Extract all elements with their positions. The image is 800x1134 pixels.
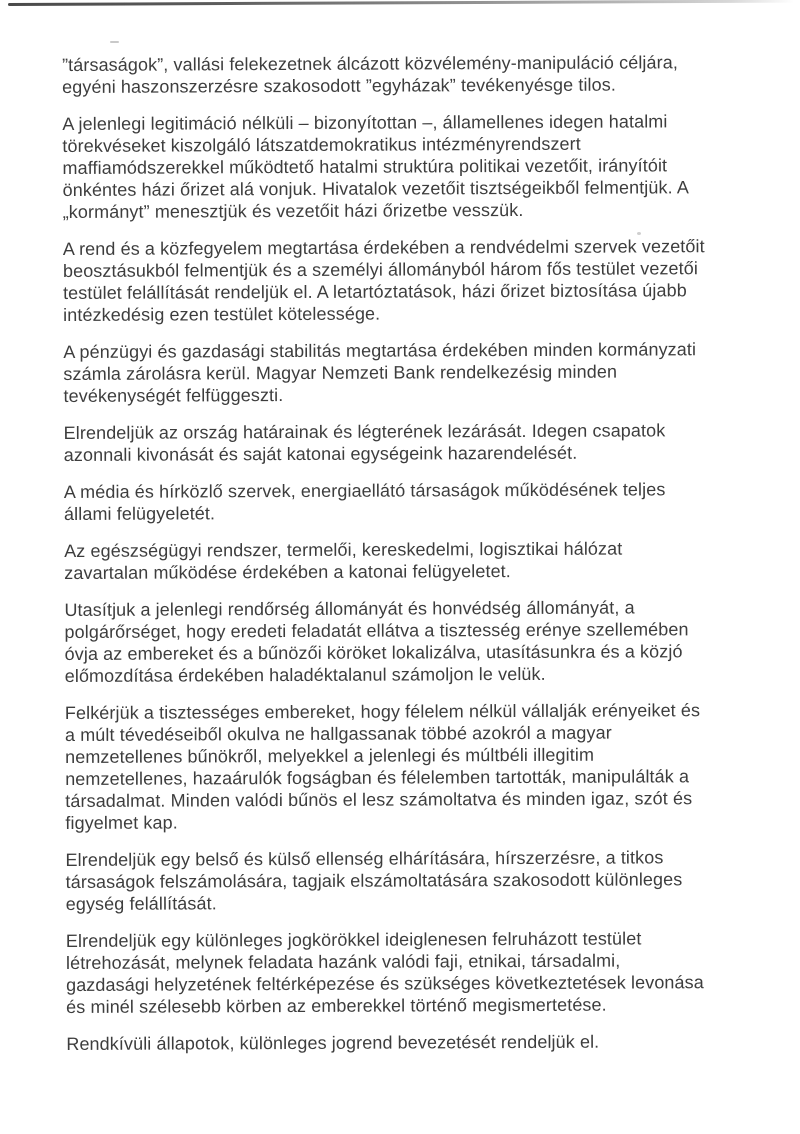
paragraph-8: Utasítjuk a jelenlegi rendőrség állományát és honvédség állományát, a polgárőrséget, hogy eredeti feladatát ellátva a tisztesség erénye szellemében óvja az embereket és a bűnözői köröket lokalizálva, utasításunkra és a közjó előmozdítása érdekében haladéktalanul számoljon le velük. [64, 597, 689, 686]
scan-edge-artifact [8, 0, 794, 6]
paragraph-1: ”társaságok”, vallási felekezetnek álcázott közvélemény-manipuláció céljára, egyéni haszonszerzésre szakosodott ”egyházak” tevékenyésge tilos. [62, 52, 678, 97]
document-body [62, 51, 778, 1070]
paragraph-11: Elrendeljük egy különleges jogkörökkel ideiglenesen felruházott testület létrehozását, melynek feladata hazánk valódi faji, etnikai, társadalmi, gazdasági helyzetének feltérképezése és szükséges következtetések levonása és minél szélesebb körben az emberekkel történő megismertetése. [65, 928, 704, 1017]
paragraph-10: Elrendeljük egy belső és külső ellenség elhárítására, hírszerzésre, a titkos társaságok felszámolására, tagjaik elszámoltatására szakosodott különleges egység felállítását. [65, 847, 683, 914]
paragraph-3: A rend és a közfegyelem megtartása érdekében a rendvédelmi szervek vezetőit beosztásukból felmentjük és a személyi állományból három fős testület vezetői testület felállítását rendeljük el. A letartóztatások, házi őrizet biztosítása újabb intézkedésig ezen testület kötelessége. [62, 236, 705, 325]
paragraph-4: A pénzügyi és gazdasági stabilitás megtartása érdekében minden kormányzati számla zárolásra kerül. Magyar Nemzeti Bank rendelkezésig minden tevékenységét felfüggeszti. [63, 339, 697, 406]
scan-speck [110, 41, 119, 43]
paragraph-12: Rendkívüli állapotok, különleges jogrend bevezetését rendeljük el. [66, 1031, 600, 1054]
paragraph-6: A média és hírközlő szervek, energiaellátó társaságok működésének teljes állami felügyeletét. [63, 479, 666, 524]
paragraph-7: Az egészségügyi rendszer, termelői, kereskedelmi, logisztikai hálózat zavartalan működése érdekében a katonai felügyeletet. [64, 538, 623, 583]
paragraph-2: A jelenlegi legitimáció nélküli – bizonyítottan –, államellenes idegen hatalmi törekvéseket kiszolgáló látszatdemokratikus intézményrendszert maffiamódszerekkel működtető hatalmi struktúra politikai vezetőit, irányítóit önkéntes házi őrizet alá vonjuk. Hivatalok vezetőit tisztségeikből felmentjük. A „kormányt” menesztjük és vezetőit házi őrizetbe vesszük. [62, 111, 689, 222]
paragraph-9: Felkérjük a tisztességes embereket, hogy félelem nélkül vállalják erényeiket és a múlt tévedéseiből okulva ne hallgassanak többé azokról a magyar nemzetellenes bűnökről, melyekkel a jelenlegi és múltbéli illegitim nemzetellenes, hazaárulók fogságban és félelemben tartották, manipulálták a társadalmat. Minden valódi bűnös el lesz számoltatva és minden igaz, szót és figyelmet kap. [64, 700, 701, 833]
paragraph-5: Elrendeljük az ország határainak és légterének lezárását. Idegen csapatok azonnali kivonását és saját katonai egységeink hazarendelését. [63, 420, 666, 465]
